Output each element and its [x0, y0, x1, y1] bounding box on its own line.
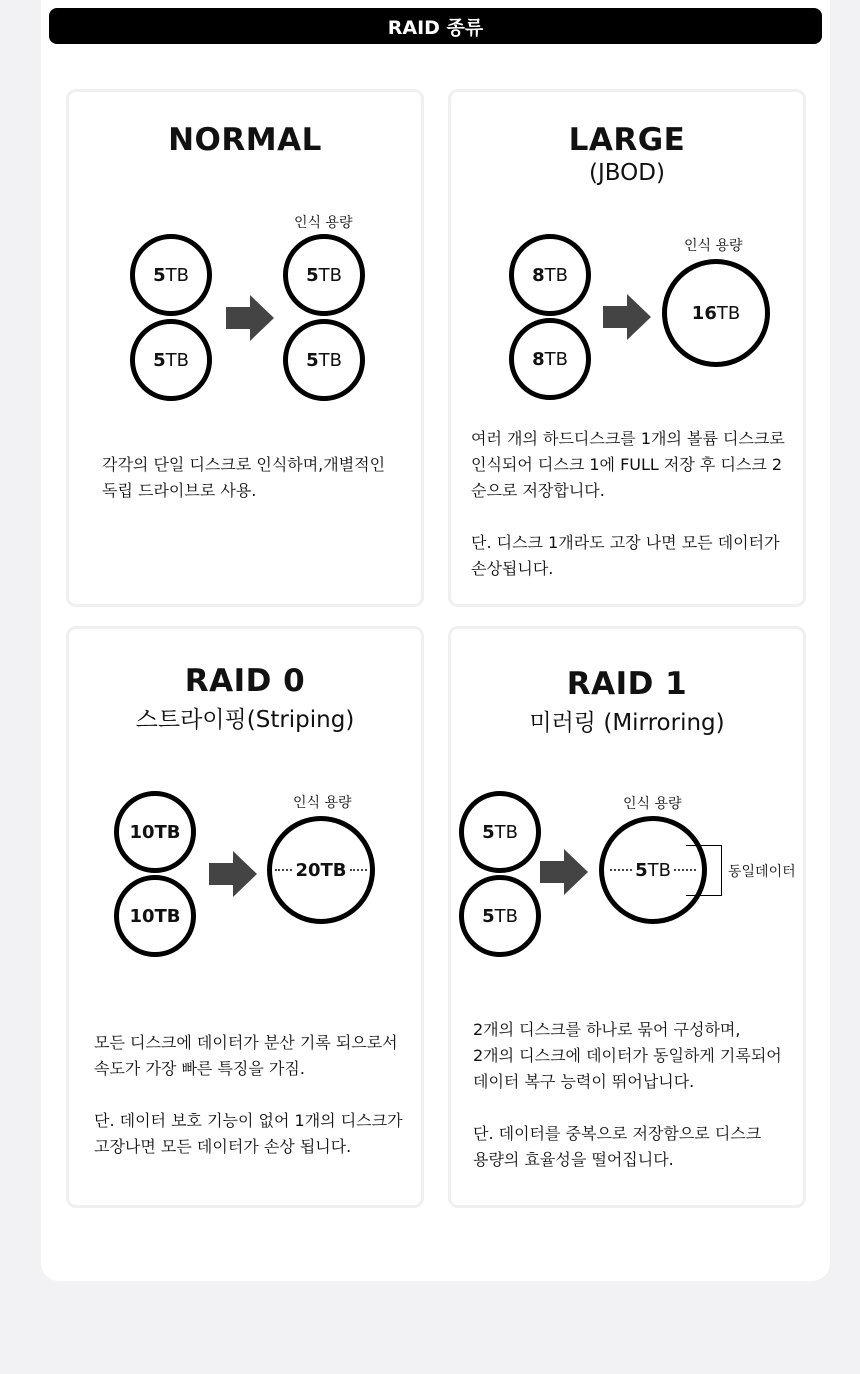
capacity-label: 인식 용량: [623, 796, 682, 812]
card-subtitle: 스트라이핑(Striping): [135, 707, 355, 733]
card-normal: [66, 89, 424, 607]
card-subtitle: 미러링 (Mirroring): [529, 710, 725, 736]
card-large: [448, 89, 806, 607]
input-disk-2: 8 TB: [509, 318, 591, 400]
dotted-line: [275, 869, 292, 871]
right-arrow-icon: [540, 849, 588, 895]
card-title: LARGE: [568, 122, 686, 158]
card-description: 여러 개의 하드디스크를 1개의 볼륨 디스크로 인식되어 디스크 1에 FULL 저장 후 디스크 2 순으로 저장합니다. 단. 디스크 1개라도 고장 나면 모든 데이터가 손상됩니다.: [471, 429, 785, 578]
card-raid1: [448, 626, 806, 1208]
card-description: 2개의 디스크를 하나로 묶어 구성하며, 2개의 디스크에 데이터가 동일하게 기록되어 데이터 복구 능력이 뛰어납니다. 단. 데이터를 중복으로 저장함으로 디스크 용량의 효율성을 떨어집니다.: [473, 1020, 782, 1169]
input-disk-1: 8 TB: [509, 234, 591, 316]
same-data-label: 동일데이터: [728, 864, 796, 880]
card-raid0: [66, 626, 424, 1208]
capacity-label: 인식 용량: [294, 215, 353, 231]
card-title: NORMAL: [168, 122, 322, 158]
section-title: RAID 종류: [387, 16, 484, 39]
same-data-bracket: [686, 845, 722, 896]
output-disk: 16 TB: [662, 259, 770, 367]
card-description: 모든 디스크에 데이터가 분산 기록 되으로서 속도가 가장 빠른 특징을 가짐. 단. 데이터 보호 기능이 없어 1개의 디스크가 고장나면 모든 데이터가 손상 됩니다.: [94, 1033, 403, 1156]
output-disk-1: 5 TB: [283, 234, 365, 316]
input-disk-1: 5 TB: [459, 791, 541, 873]
card-description: 각각의 단일 디스크로 인식하며,개별적인 독립 드라이브로 사용.: [102, 455, 386, 500]
input-disk-1: 5 TB: [130, 234, 212, 316]
right-arrow-icon: [209, 851, 257, 897]
card-title: RAID 1: [566, 666, 688, 702]
dotted-line: [610, 869, 632, 871]
input-disk-2: 5 TB: [459, 875, 541, 957]
output-disk: 5 TB: [599, 816, 707, 924]
right-arrow-icon: [603, 294, 651, 340]
card-subtitle: (JBOD): [589, 160, 665, 186]
card-title: RAID 0: [184, 663, 306, 699]
dotted-line: [350, 869, 367, 871]
right-arrow-icon: [226, 295, 274, 341]
section-header: [49, 8, 822, 44]
input-disk-2: 5 TB: [130, 319, 212, 401]
input-disk-1: 10 TB: [114, 791, 196, 873]
input-disk-2: 10 TB: [114, 875, 196, 957]
capacity-label: 인식 용량: [684, 238, 743, 254]
capacity-label: 인식 용량: [293, 795, 352, 811]
output-disk: 20 TB: [267, 816, 375, 924]
output-disk-2: 5 TB: [283, 319, 365, 401]
